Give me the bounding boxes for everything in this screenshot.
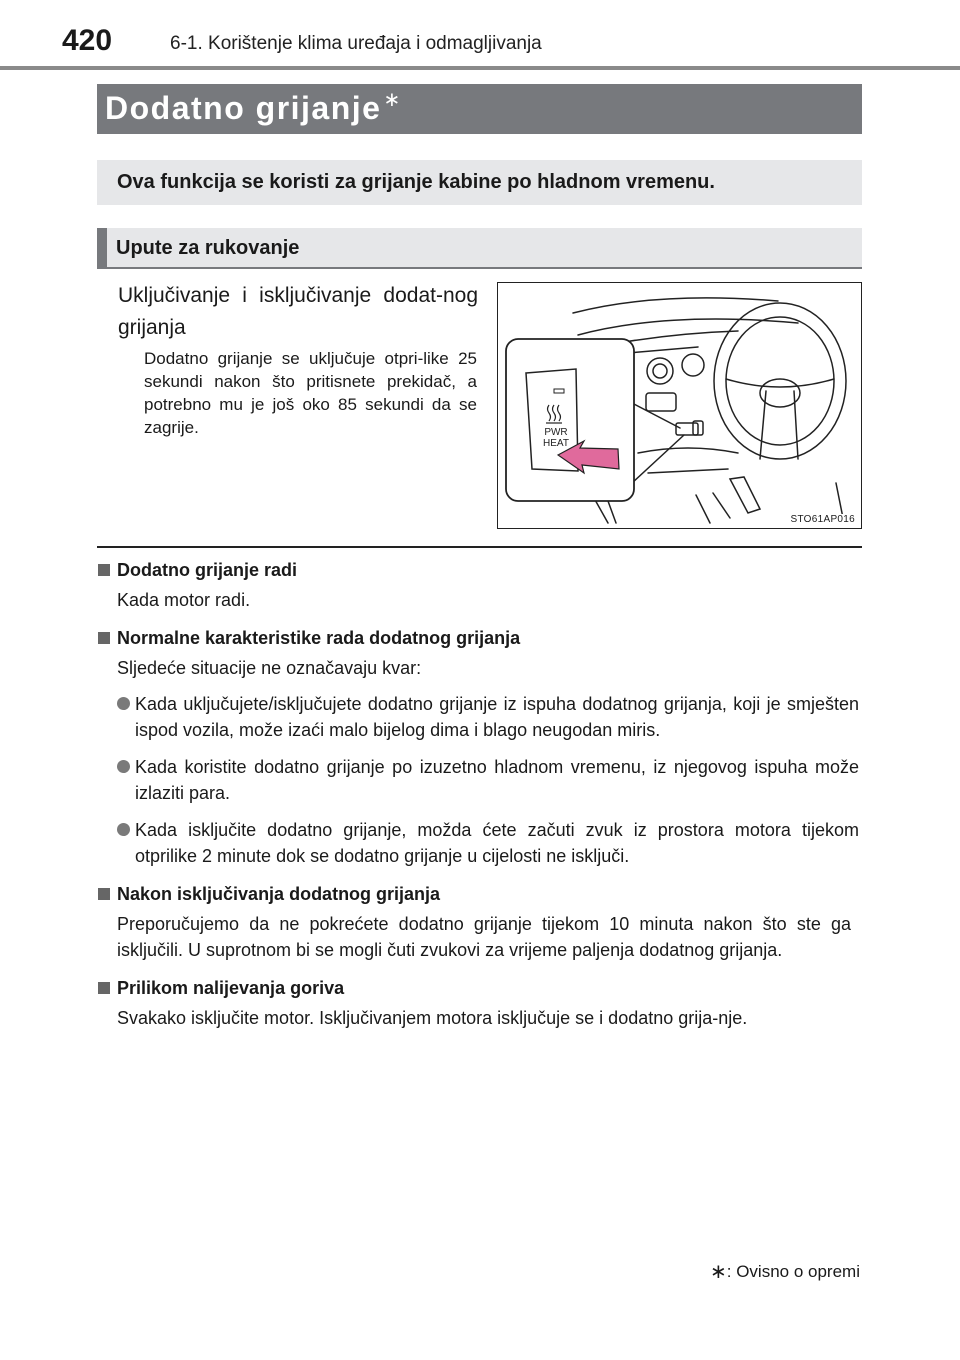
instructions-heading: Upute za rukovanje [97,228,862,269]
note-heading: Prilikom nalijevanja goriva [97,975,859,1001]
dashboard-drawing [498,283,862,529]
note-body: Sljedeće situacije ne označavaju kvar: [117,658,422,678]
notes-section [97,557,859,1043]
note-body: Svakako isključite motor. Isključivanjem motora isključuje se i dodatno grija-nje. [117,1008,748,1028]
note-heading: Normalne karakteristike rada dodatnog grijanja [97,625,859,651]
button-label-heat: HEAT [543,438,569,449]
note-heading: Dodatno grijanje radi [97,557,859,583]
figure-code: STO61AP016 [790,514,855,525]
section-title-bar [97,84,862,134]
asterisk-mark: ∗ [710,1261,727,1283]
list-item: Kada isključite dodatno grijanje, možda ćete začuti zvuk iz prostora motora tijekom otprilike 2 minute dok se dodatno grijanje u cijelosti ne isključi. [135,817,859,869]
intro-banner: Ova funkcija se koristi za grijanje kabine po hladnom vremenu. [97,160,862,205]
circle-bullet-icon [117,760,130,773]
circle-bullet-icon [117,697,130,710]
step-title: Uključivanje i isključivanje dodat-nog grijanja [118,284,478,339]
dashboard-illustration [497,282,862,529]
circle-bullet-icon [117,823,130,836]
square-bullet-icon [98,564,110,576]
chapter-title: 6-1. Korištenje klima uređaja i odmagljivanja [170,33,542,54]
square-bullet-icon [98,888,110,900]
note-heading: Nakon isključivanja dodatnog grijanja [97,881,859,907]
header-rule [0,66,960,70]
separator-rule [97,546,862,548]
square-bullet-icon [98,632,110,644]
footnote: ∗: Ovisno o opremi [710,1261,860,1283]
step-description: Dodatno grijanje se uključuje otpri-like 25 sekundi nakon što pritisnete prekidač, a potrebno mu je još oko 85 sekundi da se zagrije. [144,349,477,437]
square-bullet-icon [98,982,110,994]
page-number: 420 [62,24,113,57]
section-title: Dodatno grijanje [105,90,382,126]
list-item: Kada koristite dodatno grijanje po izuzetno hladnom vremenu, iz njegovog ispuha može izlaziti para. [135,754,859,806]
note-body: Kada motor radi. [117,590,251,610]
note-body: Preporučujemo da ne pokrećete dodatno grijanje tijekom 10 minuta nakon što ste ga isključili. U suprotnom bi se mogli čuti zvukovi za vrijeme paljenja dodatnog grijanja. [117,914,851,960]
asterisk-mark: ∗ [383,89,402,111]
list-item: Kada uključujete/isključujete dodatno grijanje iz ispuha dodatnog grijanja, koji je smješten ispod vozila, može izaći malo bijelog dima i blago neugodan miris. [135,691,859,743]
button-label-pwr: PWR [544,427,568,438]
